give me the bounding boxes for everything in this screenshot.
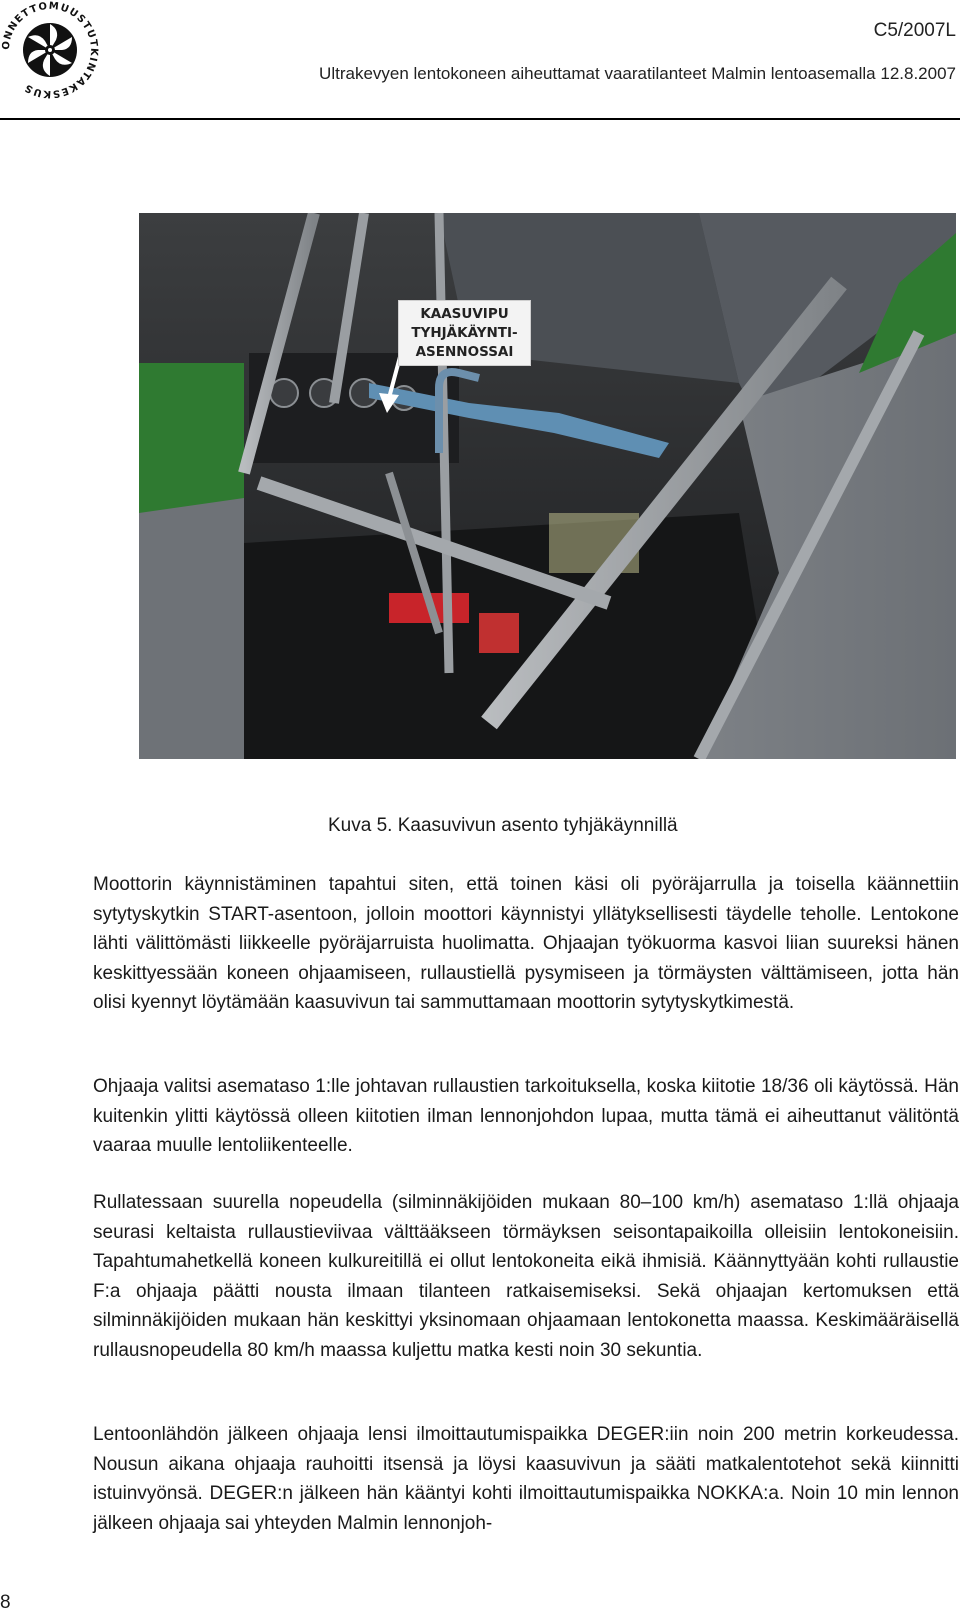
page-number: 8 (0, 1592, 11, 1613)
header-divider (0, 118, 960, 120)
document-code: C5/2007L (873, 20, 956, 41)
cockpit-photo (139, 213, 956, 759)
paragraph-1: Moottorin käynnistäminen tapahtui siten, että toinen käsi oli pyöräjarrulla ja toisella käännettiin sytytyskytkin START-asentoon, jolloin moottori käynnistyi yllätyksellisesti täydelle teholle. Lentokone lähti välittömästi liikkeelle pyöräjarruista huolimatta. Ohjaajan työkuorma kasvoi liian suureksi hänen keskittyessään koneen ohjaamiseen, rullaustiellä pysymiseen ja törmäysten välttämiseen, jotta hän olisi kyennyt löytämään kaasuvivun tai sammuttamaan moottorin sytytyskytkimestä. (93, 874, 959, 1013)
throttle-callout-label (398, 300, 531, 366)
document-title: Ultrakevyen lentokoneen aiheuttamat vaaratilanteet Malmin lentoasemalla 12.8.2007 (319, 64, 956, 83)
logo-text: ONNETTOMUUSTUTKINTAKESKUS (0, 0, 100, 100)
figure-caption: Kuva 5. Kaasuvivun asento tyhjäkäynnillä (328, 815, 678, 836)
callout-line-3: ASENNOSSAI (415, 343, 514, 360)
paragraph-3: Rullatessaan suurella nopeudella (silminnäkijöiden mukaan 80–100 km/h) asemataso 1:llä ohjaaja seurasi keltaista rullaustieviivaa välttääkseen törmäyksen seisontapaikoilla olleisiin lentokoneisiin. Tapahtumahetkellä koneen kulkureitillä ei ollut lentokoneita eikä ihmisiä. Käännyttyään kohti rullaustie F:a ohjaaja päätti nousta ilmaan tilanteen ratkaisemiseksi. Sekä ohjaajan kertomuksen että silminnäkijöiden mukaan hän keskittyi yksinomaan ohjaamaan lentokonetta maassa. Keskimääräisellä rullausnopeudella 80 km/h maassa kuljettu matka kesti noin 30 sekuntia. (93, 1192, 959, 1361)
paragraph-2: Ohjaaja valitsi asemataso 1:lle johtavan rullaustien tarkoituksella, koska kiitotie 18/36 oli käytössä. Hän kuitenkin ylitti käytössä olleen kiitotien ilman lennonjohdon lupaa, mutta tämä ei aiheuttanut välitöntä vaaraa muulle lentoliikenteelle. (93, 1076, 959, 1156)
paragraph-4: Lentoonlähdön jälkeen ohjaaja lensi ilmoittautumispaikka DEGER:iin noin 200 metrin korkeudessa. Nousun aikana ohjaaja rauhoitti itsensä ja löysi kaasuvivun ja sääti matkalentotehot sekä kiinnitti istuinvyönsä. DEGER:n jälkeen hän kääntyi kohti ilmoittautumispaikka NOKKA:a. Noin 10 min lennon jälkeen ohjaaja sai yhteyden Malmin lennonjoh- (93, 1424, 959, 1534)
agency-logo (0, 0, 100, 100)
callout-line-2: TYHJÄKÄYNTI- (411, 324, 518, 341)
callout-line-1: KAASUVIPU (420, 305, 509, 322)
